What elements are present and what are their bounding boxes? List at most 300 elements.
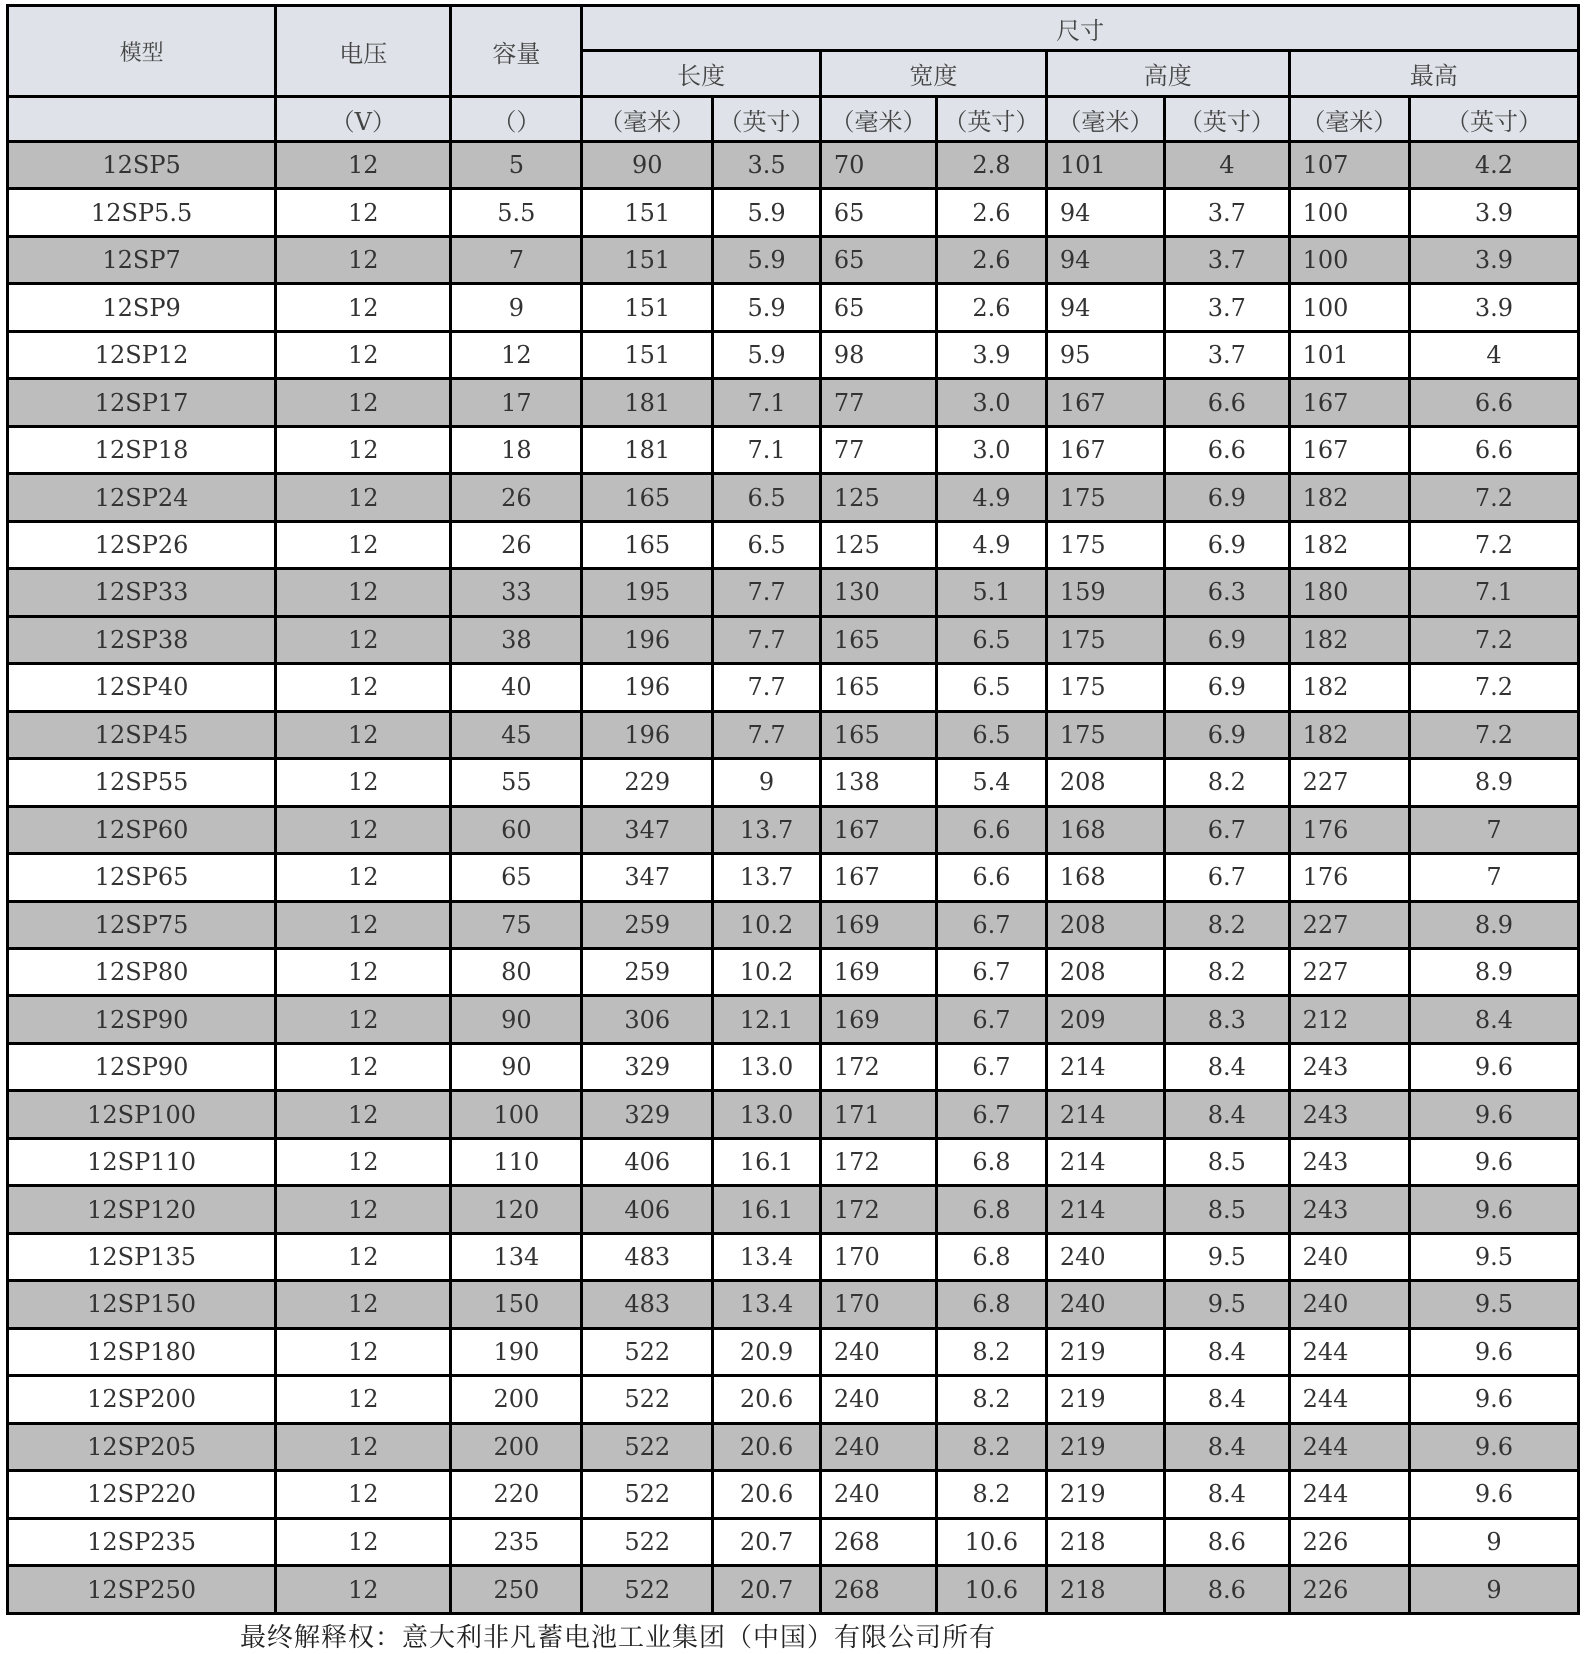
table-row <box>8 948 1579 995</box>
cell-width-mm: 98 <box>820 331 936 378</box>
cell-model: 12SP200 <box>8 1376 276 1423</box>
cell-length-inch: 5.9 <box>713 331 821 378</box>
header-width-mm: （毫米） <box>820 97 936 142</box>
cell-model: 12SP250 <box>8 1566 276 1614</box>
table-row <box>8 1423 1579 1470</box>
cell-max-inch: 9.6 <box>1409 1186 1578 1233</box>
header-capacity: 容量 <box>451 6 582 97</box>
header-model-unit <box>8 97 276 142</box>
cell-length-mm: 483 <box>582 1281 713 1328</box>
cell-model: 12SP150 <box>8 1281 276 1328</box>
table-row <box>8 426 1579 473</box>
cell-height-mm: 94 <box>1046 284 1164 331</box>
table-row <box>8 189 1579 236</box>
cell-max-mm: 244 <box>1289 1423 1409 1470</box>
cell-length-mm: 522 <box>582 1328 713 1375</box>
cell-height-inch: 8.4 <box>1165 1328 1290 1375</box>
table-row <box>8 1281 1579 1328</box>
cell-length-inch: 13.4 <box>713 1281 821 1328</box>
cell-max-mm: 100 <box>1289 284 1409 331</box>
cell-capacity: 110 <box>451 1138 582 1185</box>
cell-length-mm: 522 <box>582 1566 713 1614</box>
cell-max-mm: 182 <box>1289 521 1409 568</box>
cell-height-mm: 214 <box>1046 1186 1164 1233</box>
header-capacity-unit: （） <box>451 97 582 142</box>
cell-max-inch: 7.2 <box>1409 711 1578 758</box>
cell-width-inch: 6.7 <box>937 901 1047 948</box>
cell-max-mm: 182 <box>1289 616 1409 663</box>
cell-max-mm: 100 <box>1289 236 1409 283</box>
cell-length-mm: 195 <box>582 569 713 616</box>
cell-max-mm: 240 <box>1289 1281 1409 1328</box>
cell-width-mm: 138 <box>820 759 936 806</box>
cell-height-mm: 167 <box>1046 426 1164 473</box>
table-row <box>8 1138 1579 1185</box>
cell-length-mm: 229 <box>582 759 713 806</box>
cell-voltage: 12 <box>276 569 451 616</box>
cell-max-inch: 7.1 <box>1409 569 1578 616</box>
cell-max-mm: 107 <box>1289 142 1409 189</box>
cell-height-inch: 8.4 <box>1165 1376 1290 1423</box>
cell-capacity: 90 <box>451 996 582 1043</box>
cell-height-mm: 101 <box>1046 142 1164 189</box>
cell-max-inch: 7.2 <box>1409 474 1578 521</box>
cell-width-inch: 5.1 <box>937 569 1047 616</box>
cell-voltage: 12 <box>276 1091 451 1138</box>
cell-height-inch: 8.4 <box>1165 1043 1290 1090</box>
cell-max-inch: 9.5 <box>1409 1233 1578 1280</box>
cell-width-mm: 65 <box>820 189 936 236</box>
cell-model: 12SP60 <box>8 806 276 853</box>
cell-width-inch: 5.4 <box>937 759 1047 806</box>
cell-length-mm: 196 <box>582 616 713 663</box>
cell-max-mm: 182 <box>1289 474 1409 521</box>
cell-height-mm: 219 <box>1046 1328 1164 1375</box>
cell-height-mm: 208 <box>1046 948 1164 995</box>
cell-height-inch: 8.2 <box>1165 759 1290 806</box>
battery-spec-table <box>6 4 1580 1615</box>
cell-max-mm: 182 <box>1289 711 1409 758</box>
header-height-mm: （毫米） <box>1046 97 1164 142</box>
cell-height-inch: 6.9 <box>1165 474 1290 521</box>
cell-voltage: 12 <box>276 142 451 189</box>
cell-height-mm: 167 <box>1046 379 1164 426</box>
cell-length-inch: 12.1 <box>713 996 821 1043</box>
cell-length-mm: 151 <box>582 189 713 236</box>
cell-max-mm: 182 <box>1289 664 1409 711</box>
cell-width-inch: 10.6 <box>937 1566 1047 1614</box>
cell-model: 12SP80 <box>8 948 276 995</box>
cell-width-mm: 165 <box>820 664 936 711</box>
cell-voltage: 12 <box>276 1281 451 1328</box>
table-row <box>8 1376 1579 1423</box>
cell-width-mm: 172 <box>820 1186 936 1233</box>
cell-capacity: 60 <box>451 806 582 853</box>
cell-voltage: 12 <box>276 806 451 853</box>
cell-length-mm: 406 <box>582 1186 713 1233</box>
cell-length-inch: 9 <box>713 759 821 806</box>
cell-length-inch: 5.9 <box>713 189 821 236</box>
cell-max-mm: 101 <box>1289 331 1409 378</box>
cell-length-mm: 151 <box>582 331 713 378</box>
cell-length-inch: 20.6 <box>713 1423 821 1470</box>
cell-height-mm: 168 <box>1046 806 1164 853</box>
cell-max-mm: 176 <box>1289 854 1409 901</box>
cell-width-inch: 10.6 <box>937 1518 1047 1565</box>
cell-height-mm: 209 <box>1046 996 1164 1043</box>
cell-voltage: 12 <box>276 854 451 901</box>
cell-max-inch: 9.6 <box>1409 1471 1578 1518</box>
cell-model: 12SP180 <box>8 1328 276 1375</box>
cell-width-inch: 2.6 <box>937 189 1047 236</box>
cell-max-mm: 100 <box>1289 189 1409 236</box>
cell-width-inch: 6.8 <box>937 1138 1047 1185</box>
cell-max-inch: 9.6 <box>1409 1138 1578 1185</box>
cell-model: 12SP205 <box>8 1423 276 1470</box>
cell-width-inch: 6.5 <box>937 664 1047 711</box>
cell-width-mm: 165 <box>820 711 936 758</box>
table-body <box>8 142 1579 1614</box>
table-row <box>8 1518 1579 1565</box>
table-row <box>8 331 1579 378</box>
cell-model: 12SP26 <box>8 521 276 568</box>
cell-width-inch: 3.0 <box>937 379 1047 426</box>
cell-voltage: 12 <box>276 474 451 521</box>
cell-height-mm: 208 <box>1046 759 1164 806</box>
cell-capacity: 12 <box>451 331 582 378</box>
cell-length-mm: 181 <box>582 379 713 426</box>
cell-voltage: 12 <box>276 1423 451 1470</box>
cell-height-inch: 8.2 <box>1165 948 1290 995</box>
cell-voltage: 12 <box>276 426 451 473</box>
cell-width-mm: 77 <box>820 426 936 473</box>
cell-length-mm: 259 <box>582 901 713 948</box>
cell-height-mm: 219 <box>1046 1376 1164 1423</box>
cell-voltage: 12 <box>276 901 451 948</box>
cell-height-inch: 9.5 <box>1165 1281 1290 1328</box>
cell-length-mm: 347 <box>582 806 713 853</box>
cell-voltage: 12 <box>276 189 451 236</box>
cell-capacity: 17 <box>451 379 582 426</box>
cell-height-mm: 175 <box>1046 521 1164 568</box>
cell-max-inch: 6.6 <box>1409 426 1578 473</box>
cell-max-inch: 7 <box>1409 854 1578 901</box>
cell-capacity: 235 <box>451 1518 582 1565</box>
cell-height-inch: 8.4 <box>1165 1091 1290 1138</box>
cell-max-mm: 226 <box>1289 1566 1409 1614</box>
cell-capacity: 55 <box>451 759 582 806</box>
cell-max-mm: 243 <box>1289 1091 1409 1138</box>
cell-height-mm: 214 <box>1046 1043 1164 1090</box>
cell-voltage: 12 <box>276 616 451 663</box>
table-row <box>8 569 1579 616</box>
cell-width-inch: 6.7 <box>937 1091 1047 1138</box>
table-header <box>8 6 1579 142</box>
header-max-mm: （毫米） <box>1289 97 1409 142</box>
cell-height-mm: 175 <box>1046 616 1164 663</box>
cell-width-inch: 6.6 <box>937 854 1047 901</box>
cell-height-inch: 6.6 <box>1165 379 1290 426</box>
cell-length-inch: 13.4 <box>713 1233 821 1280</box>
cell-length-inch: 6.5 <box>713 474 821 521</box>
cell-length-mm: 306 <box>582 996 713 1043</box>
cell-width-mm: 240 <box>820 1423 936 1470</box>
cell-model: 12SP135 <box>8 1233 276 1280</box>
cell-voltage: 12 <box>276 284 451 331</box>
cell-width-inch: 4.9 <box>937 521 1047 568</box>
cell-model: 12SP55 <box>8 759 276 806</box>
cell-length-inch: 6.5 <box>713 521 821 568</box>
cell-capacity: 5 <box>451 142 582 189</box>
cell-length-inch: 7.1 <box>713 426 821 473</box>
cell-model: 12SP18 <box>8 426 276 473</box>
cell-capacity: 26 <box>451 521 582 568</box>
cell-capacity: 65 <box>451 854 582 901</box>
cell-max-mm: 227 <box>1289 901 1409 948</box>
cell-capacity: 250 <box>451 1566 582 1614</box>
cell-length-mm: 259 <box>582 948 713 995</box>
cell-length-inch: 20.6 <box>713 1376 821 1423</box>
footer-copyright: 最终解释权：意大利非凡蓄电池工业集团（中国）有限公司所有 <box>240 1623 997 1653</box>
cell-voltage: 12 <box>276 664 451 711</box>
cell-voltage: 12 <box>276 1471 451 1518</box>
cell-height-mm: 218 <box>1046 1518 1164 1565</box>
cell-max-inch: 8.9 <box>1409 759 1578 806</box>
cell-width-mm: 240 <box>820 1376 936 1423</box>
table-row <box>8 1566 1579 1614</box>
cell-length-inch: 5.9 <box>713 236 821 283</box>
cell-length-inch: 20.7 <box>713 1566 821 1614</box>
cell-max-mm: 167 <box>1289 379 1409 426</box>
cell-width-inch: 6.5 <box>937 616 1047 663</box>
cell-max-inch: 7.2 <box>1409 521 1578 568</box>
header-width: 宽度 <box>820 51 1046 97</box>
cell-length-mm: 522 <box>582 1471 713 1518</box>
cell-model: 12SP90 <box>8 996 276 1043</box>
cell-capacity: 26 <box>451 474 582 521</box>
cell-width-mm: 167 <box>820 806 936 853</box>
cell-height-inch: 3.7 <box>1165 189 1290 236</box>
table-row <box>8 1471 1579 1518</box>
header-dimensions: 尺寸 <box>582 6 1579 51</box>
table-row <box>8 1328 1579 1375</box>
cell-model: 12SP220 <box>8 1471 276 1518</box>
cell-max-mm: 240 <box>1289 1233 1409 1280</box>
cell-model: 12SP235 <box>8 1518 276 1565</box>
cell-width-inch: 3.0 <box>937 426 1047 473</box>
cell-voltage: 12 <box>276 331 451 378</box>
cell-height-mm: 208 <box>1046 901 1164 948</box>
table-row <box>8 142 1579 189</box>
cell-length-inch: 7.1 <box>713 379 821 426</box>
table-row <box>8 901 1579 948</box>
header-max-height: 最高 <box>1289 51 1578 97</box>
cell-max-mm: 243 <box>1289 1138 1409 1185</box>
cell-max-inch: 9.5 <box>1409 1281 1578 1328</box>
cell-width-mm: 268 <box>820 1566 936 1614</box>
cell-height-mm: 214 <box>1046 1091 1164 1138</box>
cell-length-mm: 151 <box>582 236 713 283</box>
cell-model: 12SP45 <box>8 711 276 758</box>
cell-model: 12SP90 <box>8 1043 276 1090</box>
cell-height-mm: 175 <box>1046 474 1164 521</box>
cell-width-inch: 6.8 <box>937 1186 1047 1233</box>
cell-width-inch: 8.2 <box>937 1423 1047 1470</box>
cell-max-inch: 4.2 <box>1409 142 1578 189</box>
cell-max-inch: 4 <box>1409 331 1578 378</box>
cell-height-mm: 95 <box>1046 331 1164 378</box>
cell-max-inch: 9.6 <box>1409 1423 1578 1470</box>
cell-voltage: 12 <box>276 1043 451 1090</box>
cell-height-inch: 6.7 <box>1165 806 1290 853</box>
cell-max-inch: 9.6 <box>1409 1091 1578 1138</box>
cell-model: 12SP7 <box>8 236 276 283</box>
cell-voltage: 12 <box>276 1376 451 1423</box>
cell-width-mm: 171 <box>820 1091 936 1138</box>
cell-length-inch: 16.1 <box>713 1186 821 1233</box>
cell-max-inch: 7 <box>1409 806 1578 853</box>
cell-capacity: 33 <box>451 569 582 616</box>
cell-width-mm: 167 <box>820 854 936 901</box>
cell-length-inch: 7.7 <box>713 616 821 663</box>
table-row <box>8 521 1579 568</box>
table-row <box>8 854 1579 901</box>
header-voltage: 电压 <box>276 6 451 97</box>
cell-height-mm: 175 <box>1046 664 1164 711</box>
cell-max-inch: 3.9 <box>1409 284 1578 331</box>
cell-height-inch: 8.6 <box>1165 1518 1290 1565</box>
cell-voltage: 12 <box>276 1566 451 1614</box>
table-row <box>8 996 1579 1043</box>
cell-width-inch: 6.7 <box>937 1043 1047 1090</box>
cell-width-mm: 165 <box>820 616 936 663</box>
cell-voltage: 12 <box>276 1328 451 1375</box>
cell-height-inch: 3.7 <box>1165 236 1290 283</box>
cell-voltage: 12 <box>276 379 451 426</box>
cell-capacity: 18 <box>451 426 582 473</box>
cell-voltage: 12 <box>276 948 451 995</box>
cell-width-mm: 172 <box>820 1043 936 1090</box>
header-row-units <box>8 97 1579 142</box>
cell-height-mm: 218 <box>1046 1566 1164 1614</box>
cell-capacity: 38 <box>451 616 582 663</box>
cell-width-mm: 169 <box>820 948 936 995</box>
table-row <box>8 1091 1579 1138</box>
cell-width-mm: 130 <box>820 569 936 616</box>
cell-voltage: 12 <box>276 1233 451 1280</box>
table-row <box>8 379 1579 426</box>
cell-capacity: 75 <box>451 901 582 948</box>
cell-max-mm: 243 <box>1289 1186 1409 1233</box>
cell-length-inch: 20.7 <box>713 1518 821 1565</box>
cell-model: 12SP5 <box>8 142 276 189</box>
cell-height-inch: 8.4 <box>1165 1423 1290 1470</box>
cell-width-inch: 8.2 <box>937 1471 1047 1518</box>
cell-length-mm: 196 <box>582 711 713 758</box>
cell-width-mm: 240 <box>820 1328 936 1375</box>
table-row <box>8 711 1579 758</box>
cell-capacity: 134 <box>451 1233 582 1280</box>
cell-max-mm: 244 <box>1289 1328 1409 1375</box>
header-height-inch: （英寸） <box>1165 97 1290 142</box>
cell-max-inch: 8.4 <box>1409 996 1578 1043</box>
cell-max-mm: 244 <box>1289 1471 1409 1518</box>
cell-width-mm: 125 <box>820 474 936 521</box>
cell-capacity: 90 <box>451 1043 582 1090</box>
cell-width-mm: 125 <box>820 521 936 568</box>
cell-length-mm: 522 <box>582 1423 713 1470</box>
table-row <box>8 616 1579 663</box>
cell-length-inch: 20.9 <box>713 1328 821 1375</box>
cell-width-mm: 172 <box>820 1138 936 1185</box>
cell-length-inch: 20.6 <box>713 1471 821 1518</box>
cell-model: 12SP65 <box>8 854 276 901</box>
cell-length-inch: 5.9 <box>713 284 821 331</box>
cell-capacity: 45 <box>451 711 582 758</box>
header-length: 长度 <box>582 51 821 97</box>
cell-max-inch: 7.2 <box>1409 664 1578 711</box>
cell-max-inch: 9.6 <box>1409 1043 1578 1090</box>
cell-height-mm: 94 <box>1046 236 1164 283</box>
cell-max-inch: 8.9 <box>1409 901 1578 948</box>
cell-height-inch: 8.3 <box>1165 996 1290 1043</box>
cell-width-mm: 65 <box>820 284 936 331</box>
cell-width-inch: 2.8 <box>937 142 1047 189</box>
cell-max-mm: 243 <box>1289 1043 1409 1090</box>
cell-max-mm: 167 <box>1289 426 1409 473</box>
cell-max-mm: 176 <box>1289 806 1409 853</box>
cell-capacity: 40 <box>451 664 582 711</box>
cell-voltage: 12 <box>276 236 451 283</box>
cell-length-inch: 7.7 <box>713 711 821 758</box>
cell-height-mm: 175 <box>1046 711 1164 758</box>
cell-width-mm: 170 <box>820 1233 936 1280</box>
cell-length-inch: 13.0 <box>713 1043 821 1090</box>
table-row <box>8 236 1579 283</box>
cell-width-mm: 70 <box>820 142 936 189</box>
cell-length-inch: 3.5 <box>713 142 821 189</box>
cell-length-inch: 7.7 <box>713 664 821 711</box>
cell-height-inch: 8.2 <box>1165 901 1290 948</box>
cell-height-inch: 6.9 <box>1165 616 1290 663</box>
cell-model: 12SP40 <box>8 664 276 711</box>
cell-capacity: 80 <box>451 948 582 995</box>
cell-length-mm: 483 <box>582 1233 713 1280</box>
cell-width-mm: 240 <box>820 1471 936 1518</box>
cell-length-mm: 347 <box>582 854 713 901</box>
cell-height-inch: 6.3 <box>1165 569 1290 616</box>
cell-length-inch: 10.2 <box>713 901 821 948</box>
cell-model: 12SP9 <box>8 284 276 331</box>
cell-width-mm: 65 <box>820 236 936 283</box>
cell-width-inch: 6.7 <box>937 996 1047 1043</box>
header-row-1 <box>8 6 1579 51</box>
cell-height-mm: 94 <box>1046 189 1164 236</box>
cell-model: 12SP5.5 <box>8 189 276 236</box>
cell-height-inch: 6.6 <box>1165 426 1290 473</box>
cell-max-mm: 227 <box>1289 759 1409 806</box>
cell-capacity: 220 <box>451 1471 582 1518</box>
cell-width-inch: 2.6 <box>937 236 1047 283</box>
table-row <box>8 474 1579 521</box>
cell-length-mm: 181 <box>582 426 713 473</box>
cell-height-inch: 3.7 <box>1165 331 1290 378</box>
cell-width-mm: 169 <box>820 901 936 948</box>
cell-height-inch: 4 <box>1165 142 1290 189</box>
table-row <box>8 806 1579 853</box>
cell-height-mm: 168 <box>1046 854 1164 901</box>
cell-height-mm: 240 <box>1046 1233 1164 1280</box>
